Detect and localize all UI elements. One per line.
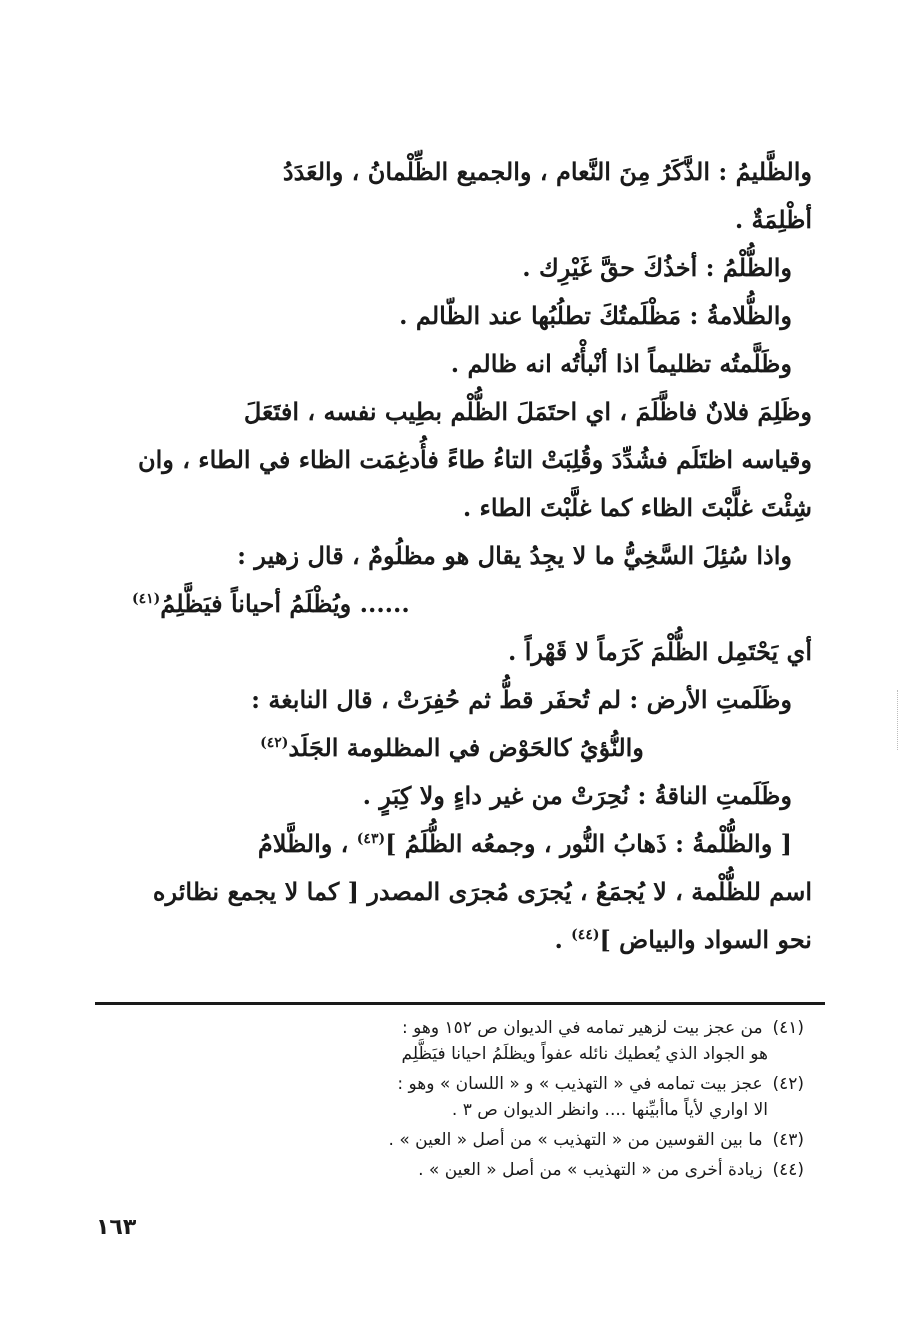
footnote-44 xyxy=(104,1157,804,1183)
paragraph-zulma-text-b: ، والظَّلامُ xyxy=(257,829,357,858)
footnote-text: عجز بيت تمامه في « التهذيب » و « اللسان » وهو : xyxy=(397,1074,763,1094)
paragraph-zulma-text-a: [ والظُّلْمةُ : ذَهابُ النُّور ، وجمعُه الظُّلَمُ ] xyxy=(385,829,792,858)
footnote-42 xyxy=(104,1071,804,1123)
paragraph-zalamat-ard: وظَلَمتِ الأرض : لم تُحفَر قطُّ ثم حُفِرَتْ ، قال النابغة : xyxy=(251,685,792,714)
paragraph-naqa: وظَلَمتِ الناقةُ : نُحِرَتْ من غير داءٍ ولا كِبَرٍ . xyxy=(362,781,792,810)
footnote-text: زيادة أخرى من « التهذيب » من أصل « العين » . xyxy=(418,1160,763,1180)
verse-zuhair xyxy=(92,580,812,628)
paragraph-yahtamil: أي يَحْتَمِل الظُّلْمَ كَرَماً لا قَهْراً . xyxy=(508,637,812,666)
page-number: ١٦٣ xyxy=(96,1215,137,1240)
paragraph-zulm: والظُّلْمُ : أخذُكَ حقَّ غَيْرِك . xyxy=(522,253,792,282)
main-text xyxy=(92,148,812,964)
paragraph-zulma-line1 xyxy=(92,820,812,868)
verse-zuhair-text: ...... ويُظْلَمُ أحياناً فيَظَّلِمُ xyxy=(160,589,410,618)
paragraph-iztalam-line2: وقياسه اظتَلَم فشُدِّدَ وقُلِبَتْ التاءُ طاءً فأُدغِمَت الظاء في الطاء ، وان xyxy=(137,445,812,474)
paragraph-sakhi: واذا سُئِلَ السَّخِيُّ ما لا يجِدُ يقال هو مظلُومٌ ، قال زهير : xyxy=(237,541,792,570)
paragraph-zulma-line3-text: نحو السواد والبياض ] xyxy=(599,925,812,954)
paragraph-iztalam-line3: شِئْتَ غلَّبْتَ الظاء كما غلَّبْتَ الطاء . xyxy=(462,493,812,522)
footnotes xyxy=(104,1015,804,1187)
paragraph-zulama: والظُّلامةُ : مَظْلَمتُكَ تطلُبُها عند الظّالم . xyxy=(399,301,792,330)
footnote-ref-44: (٤٤) xyxy=(571,927,600,943)
footnote-number: (٤٤) xyxy=(772,1160,804,1180)
paragraph-zulma-line3 xyxy=(92,916,812,964)
footnote-text: ما بين القوسين من « التهذيب » من أصل « العين » . xyxy=(388,1130,763,1150)
footnote-divider xyxy=(95,1002,825,1005)
footnote-text: من عجز بيت لزهير تمامه في الديوان ص ١٥٢ وهو : xyxy=(401,1018,763,1038)
footnote-number: (٤١) xyxy=(772,1018,804,1038)
footnote-ref-42: (٤٢) xyxy=(260,735,289,751)
paragraph-zulma-line3-end: . xyxy=(554,925,572,954)
verse-nabigha-text: والنُّؤيُ كالحَوْض في المظلومة الجَلَد xyxy=(288,733,644,762)
paragraph-iztalam-line1: وظَلِمَ فلانٌ فاظَّلَمَ ، اي احتَمَلَ الظُّلْم بطِيب نفسه ، افتَعَلَ xyxy=(243,397,812,426)
footnote-ref-43: (٤٣) xyxy=(356,831,386,847)
footnote-verse: هو الجواد الذي يُعطيك نائله عفواً ويظلَمُ احيانا فيَظَّلِم xyxy=(401,1044,768,1064)
paragraph-zallamtuh: وظَلَّمتُه تظليماً اذا أنْبأْتُه انه ظالم . xyxy=(450,349,792,378)
footnote-verse: الا اواري لأياً ماأبيِّنها .... وانظر الديوان ص ٣ . xyxy=(451,1100,768,1120)
footnote-43 xyxy=(104,1127,804,1153)
footnote-number: (٤٢) xyxy=(772,1074,804,1094)
verse-nabigha xyxy=(92,724,812,772)
paragraph-zalim-line1: والظَّليمُ : الذَّكَرُ مِنَ النَّعام ، والجميع الظِّلْمانُ ، والعَدَدُ xyxy=(282,157,812,186)
footnote-ref-41: (٤١) xyxy=(132,591,161,607)
footnote-number: (٤٣) xyxy=(772,1130,804,1150)
margin-mark xyxy=(895,690,898,750)
footnote-41 xyxy=(104,1015,804,1067)
paragraph-zalim-line2: أظْلِمَةٌ . xyxy=(734,205,812,234)
paragraph-zulma-line2: اسم للظُّلْمة ، لا يُجمَعُ ، يُجرَى مُجرَى المصدر [ كما لا يجمع نظائره xyxy=(152,877,812,906)
